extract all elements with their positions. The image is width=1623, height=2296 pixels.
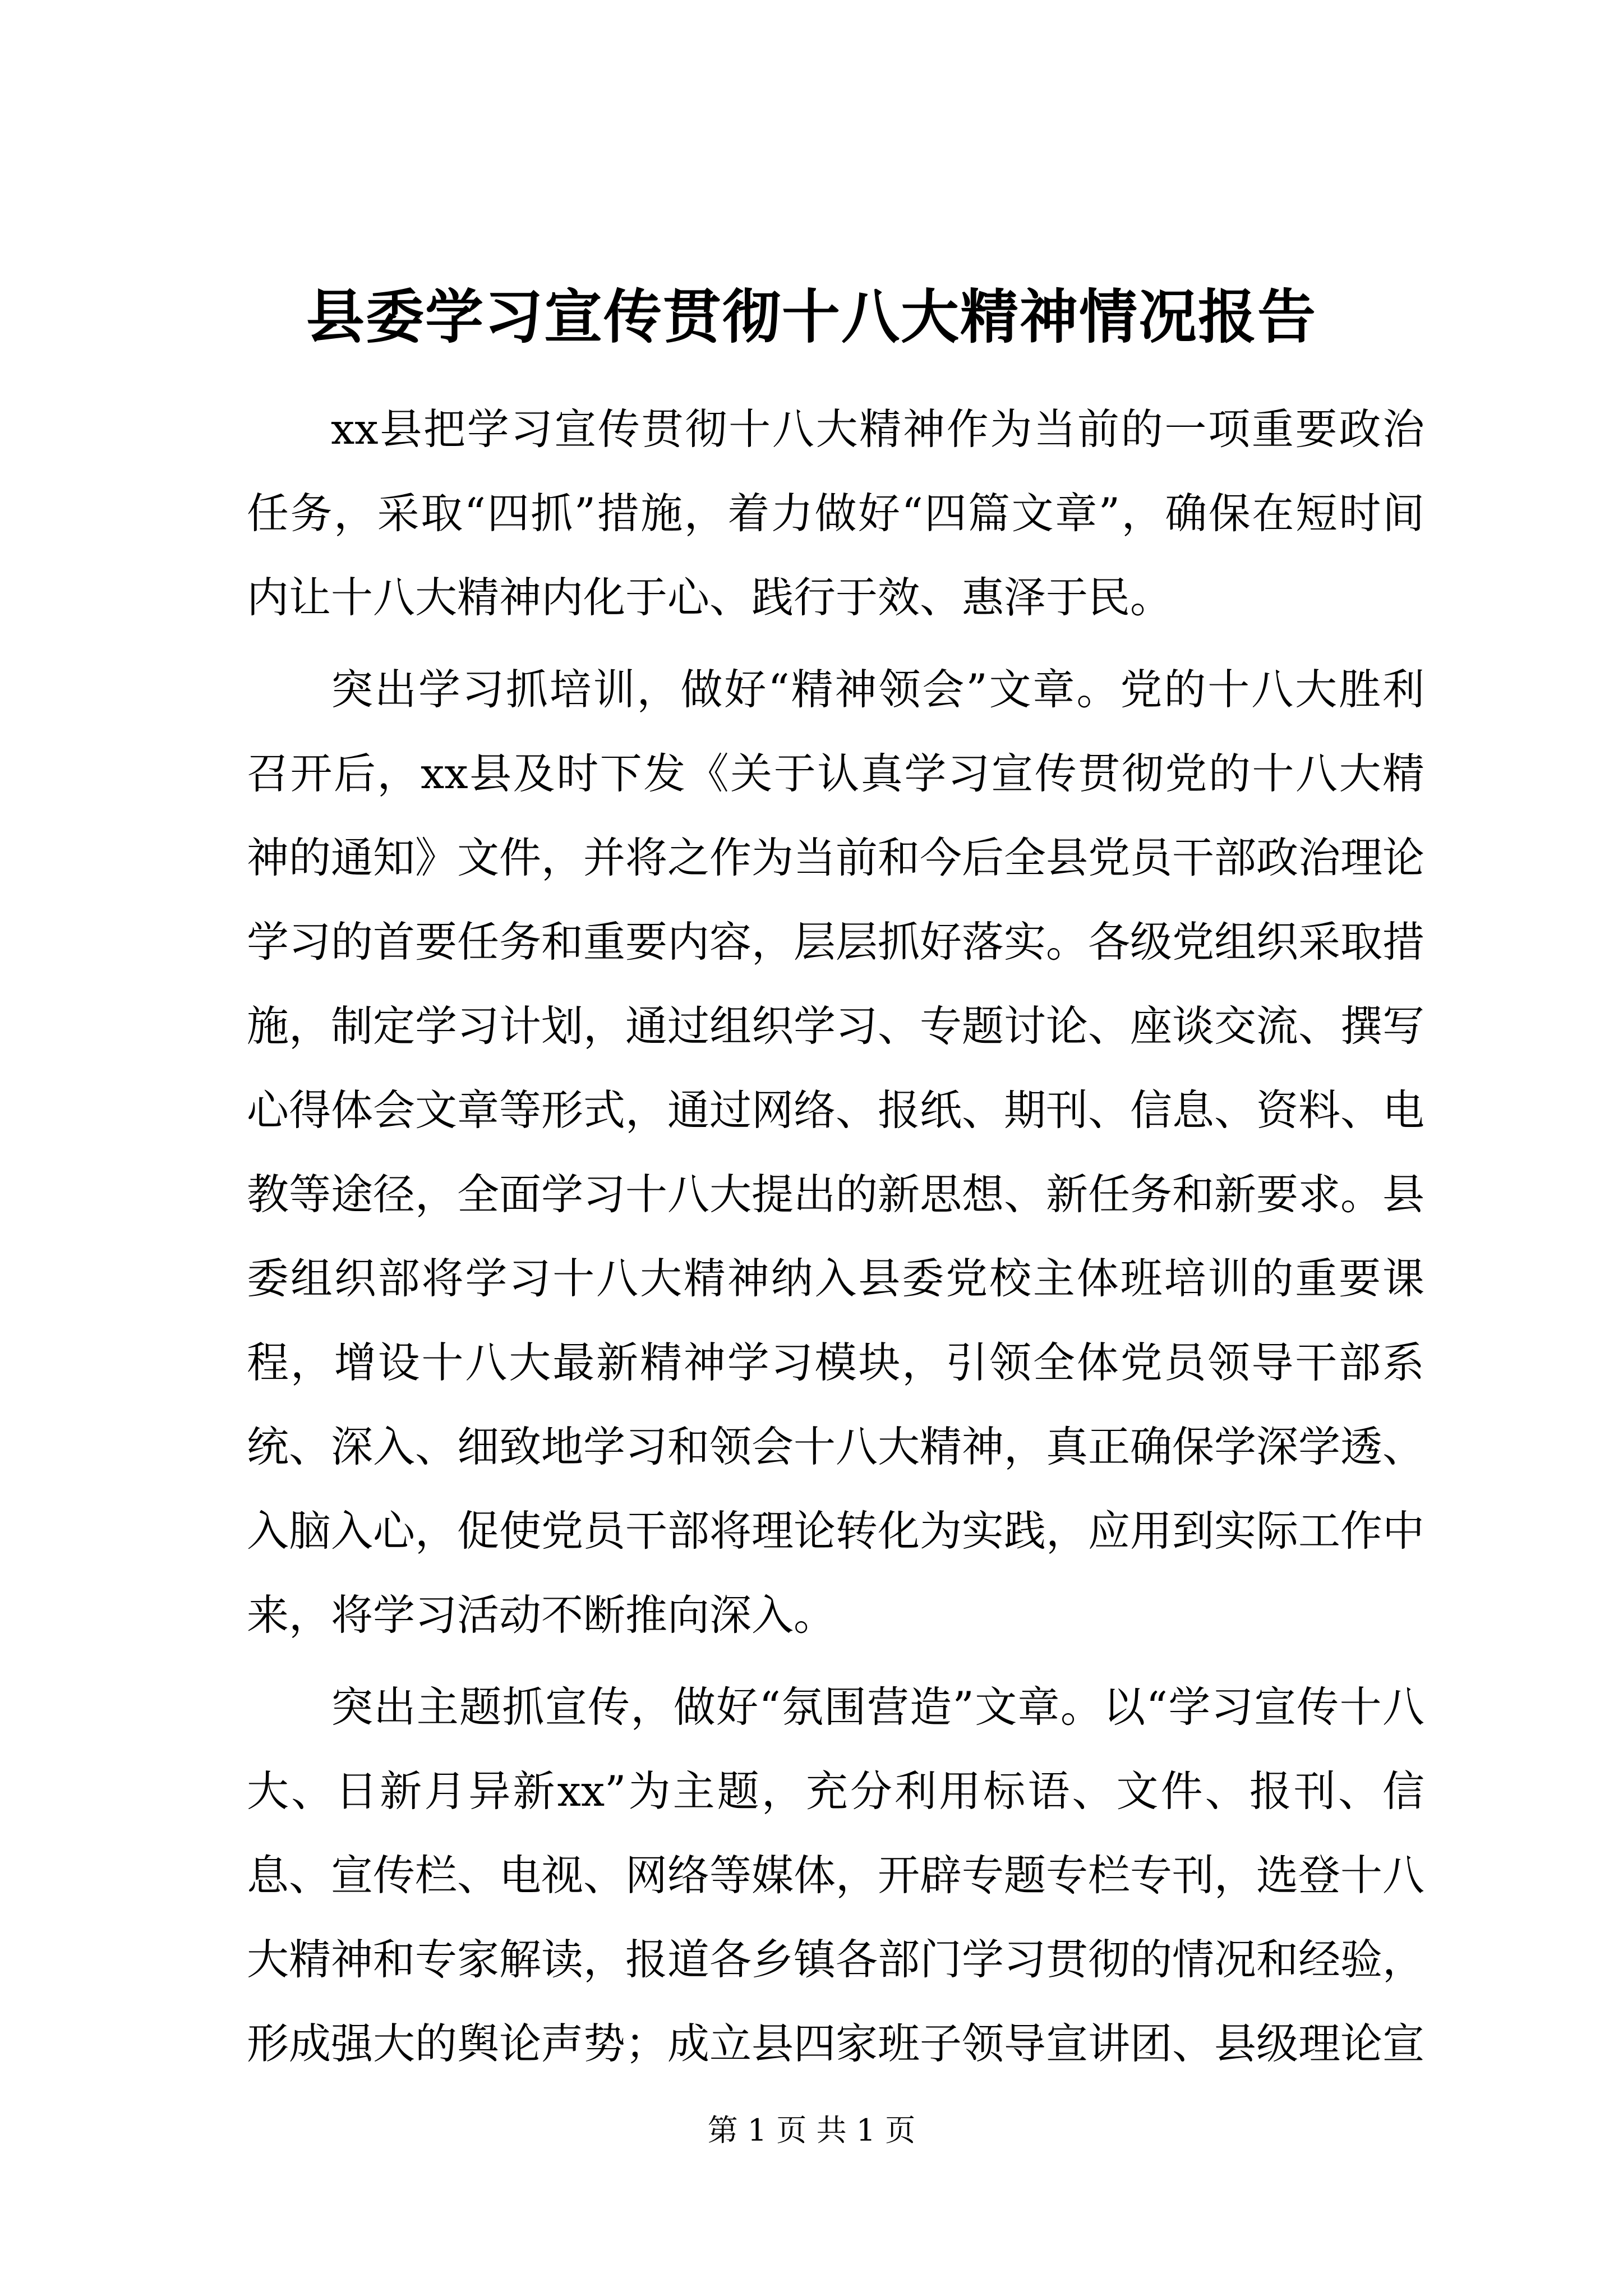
paragraph-intro: xx县把学习宣传贯彻十八大精神作为当前的一项重要政治任务，采取“四抓”措施，着力做好“四篇文章”，确保在短时间内让十八大精神内化于心、践行于效、惠泽于民。 <box>247 404 1424 622</box>
paragraph-training: 突出学习抓培训，做好“精神领会”文章。党的十八大胜利召开后，xx县及时下发《关于认真学习宣传贯彻党的十八大精神的通知》文件，并将之作为当前和今后全县党员干部政治理论学习的首要任务和重要内容，层层抓好落实。各级党组织采取措施，制定学习计划，通过组织学习、专题讨论、座谈交流、撰写心得体会文章等形式，通过网络、报纸、期刊、信息、资料、电教等途径，全面学习十八大提出的新思想、新任务和新要求。县委组织部将学习十八大精神纳入县委党校主体班培训的重要课程，增设十八大最新精神学习模块，引领全体党员领导干部系统、深入、细致地学习和领会十八大精神，真正确保学深学透、入脑入心，促使党员干部将理论转化为实践，应用到实际工作中来，将学习活动不断推向深入。 <box>247 665 1425 1640</box>
document-body <box>247 387 1424 2086</box>
document-title: 县委学习宣传贯彻十八大精神情况报告 <box>306 282 1317 351</box>
paragraph-publicity: 突出主题抓宣传，做好“氛围营造”文章。以“学习宣传十八大、日新月异新xx”为主题，充分利用标语、文件、报刊、信息、宣传栏、电视、网络等媒体，开辟专题专栏专刊，选登十八大精神和专家解读，报道各乡镇各部门学习贯彻的情况和经验，形成强大的舆论声势；成立县四家班子领导宣讲团、县级理论宣 <box>247 1682 1425 2068</box>
page-number-footer: 第 1 页 共 1 页 <box>707 2113 916 2148</box>
